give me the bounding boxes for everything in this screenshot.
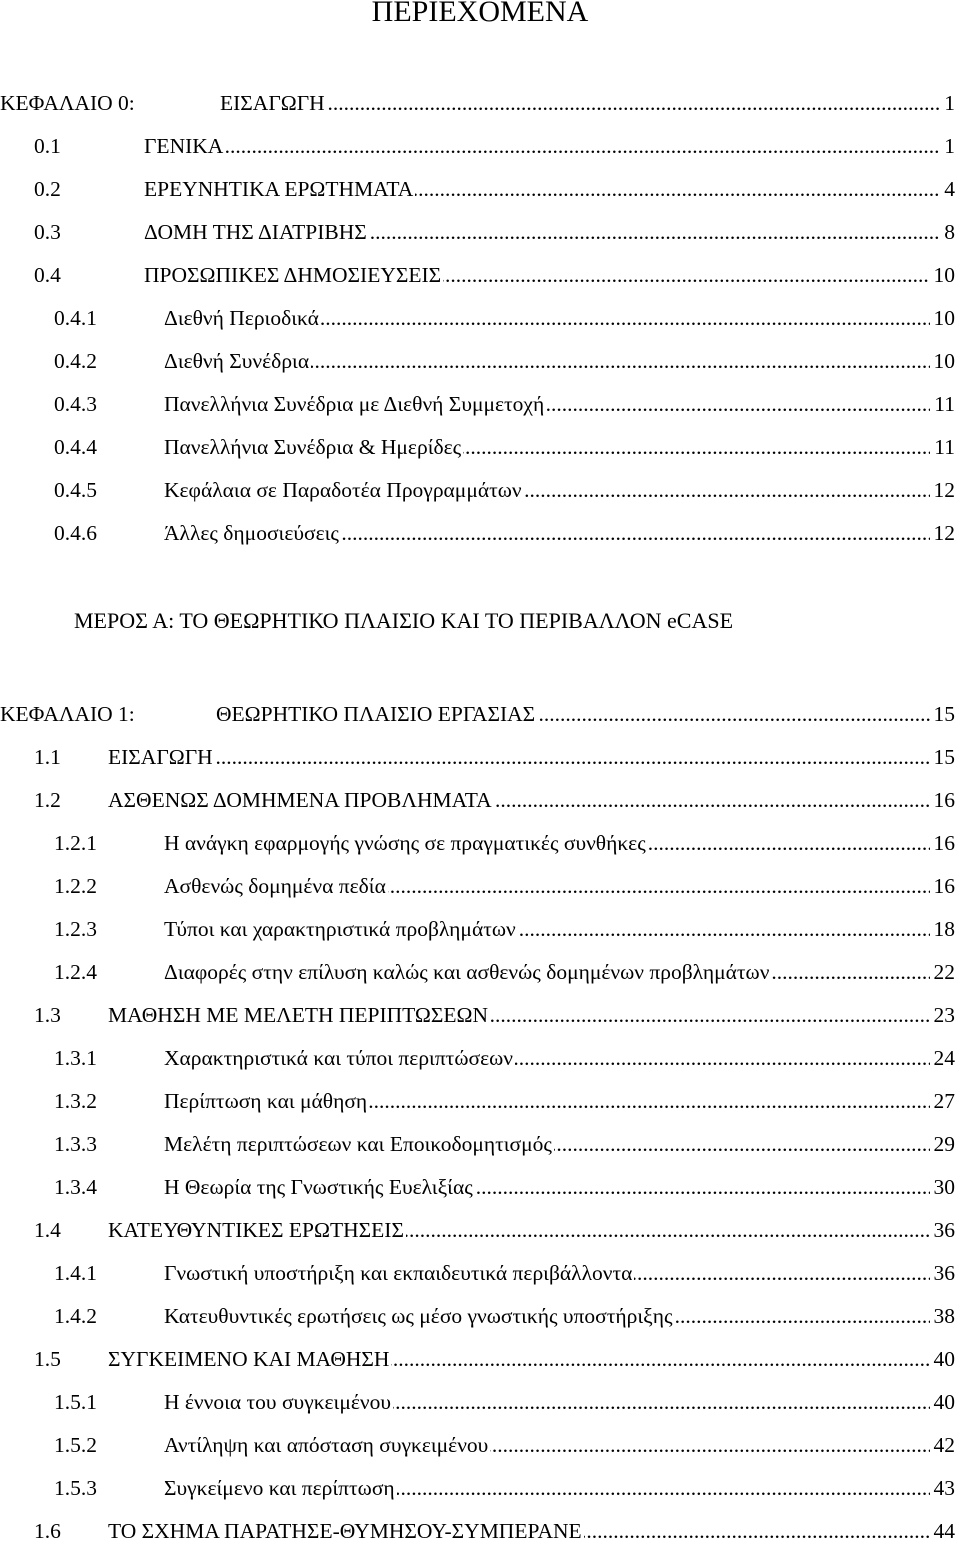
toc-entry-page: 11 xyxy=(930,389,955,419)
toc-entry-number: ΚΕΦΑΛΑΙΟ 0: xyxy=(0,91,135,115)
toc-entry-number: 1.2.2 xyxy=(54,874,97,898)
toc-entry-page: 27 xyxy=(930,1086,956,1116)
toc-entry-number: 1.3.1 xyxy=(54,1046,97,1070)
toc-entry[interactable] xyxy=(34,785,955,815)
toc-entry[interactable] xyxy=(34,1516,955,1546)
toc-entry-label: Μελέτη περιπτώσεων και Εποικοδομητισμός ..... xyxy=(164,1129,955,1159)
toc-entry-label: Περίπτωση και μάθηση ..... xyxy=(164,1086,955,1116)
toc-entry-number: 1.3.4 xyxy=(54,1175,97,1199)
toc-entry-page: 12 xyxy=(930,475,956,505)
toc-entry-page: 36 xyxy=(930,1215,956,1245)
toc-entry-page: 15 xyxy=(930,742,956,772)
toc-entry-number: 0.4.2 xyxy=(54,349,97,373)
toc-entry-number: 1.6 xyxy=(34,1519,61,1543)
toc-entry-number: 0.4.4 xyxy=(54,435,97,459)
toc-entry-page: 43 xyxy=(930,1473,956,1503)
toc-entry-label: Συγκείμενο και περίπτωση ..... xyxy=(164,1473,955,1503)
toc-entry[interactable] xyxy=(54,475,955,505)
toc-entry-number: 1.4 xyxy=(34,1218,61,1242)
toc-entry-page: 44 xyxy=(930,1516,956,1546)
toc-entry[interactable] xyxy=(54,1430,955,1460)
page-title: ΠΕΡΙΕΧΟΜΕΝΑ xyxy=(371,0,589,28)
toc-entry-number: 1.3.2 xyxy=(54,1089,97,1113)
toc-entry-page: 15 xyxy=(930,699,956,729)
toc-entry-label: ΘΕΩΡΗΤΙΚΟ ΠΛΑΙΣΙΟ ΕΡΓΑΣΙΑΣ ..... xyxy=(216,699,955,729)
toc-entry-page: 40 xyxy=(930,1344,956,1374)
toc-entry[interactable] xyxy=(34,260,955,290)
toc-entry-page: 1 xyxy=(940,131,955,161)
toc-entry-label: Χαρακτηριστικά και τύποι περιπτώσεων ..... xyxy=(164,1043,955,1073)
toc-entry-label: Διεθνή Συνέδρια ..... xyxy=(164,346,955,376)
toc-entry-label: ΔΟΜΗ ΤΗΣ ΔΙΑΤΡΙΒΗΣ ..... xyxy=(144,217,955,247)
toc-entry-page: 8 xyxy=(940,217,955,247)
toc-entry-label: Αντίληψη και απόσταση συγκειμένου ..... xyxy=(164,1430,955,1460)
toc-entry[interactable] xyxy=(34,174,955,204)
part-heading: ΜΕΡΟΣ Α: ΤΟ ΘΕΩΡΗΤΙΚΟ ΠΛΑΙΣΙΟ ΚΑΙ ΤΟ ΠΕΡΙΒΑΛΛΟΝ eCASE xyxy=(74,608,734,633)
toc-entry[interactable] xyxy=(34,1344,955,1374)
toc-entry[interactable] xyxy=(34,1215,955,1245)
toc-entry-page: 10 xyxy=(930,303,956,333)
toc-entry-label: Η ανάγκη εφαρμογής γνώσης σε πραγματικές συνθήκες ..... xyxy=(164,828,955,858)
toc-entry[interactable] xyxy=(54,389,955,419)
toc-entry-page: 42 xyxy=(930,1430,956,1460)
toc-entry[interactable] xyxy=(54,871,955,901)
toc-entry-number: 0.1 xyxy=(34,134,61,158)
toc-entry-label: Διεθνή Περιοδικά ..... xyxy=(164,303,955,333)
toc-entry-number: 1.2.3 xyxy=(54,917,97,941)
toc-entry[interactable] xyxy=(54,346,955,376)
toc-entry-label: Πανελλήνια Συνέδρια με Διεθνή Συμμετοχή ..... xyxy=(164,389,955,419)
toc-entry-label: Τύποι και χαρακτηριστικά προβλημάτων ..... xyxy=(164,914,955,944)
toc-entry-number: 0.4 xyxy=(34,263,61,287)
toc-entry-page: 10 xyxy=(930,346,956,376)
toc-entry-page: 18 xyxy=(930,914,956,944)
toc-entry-number: 1.3.3 xyxy=(54,1132,97,1156)
toc-entry[interactable] xyxy=(34,217,955,247)
toc-entry-label: ΕΙΣΑΓΩΓΗ ..... xyxy=(108,742,955,772)
toc-entry[interactable] xyxy=(34,1000,955,1030)
toc-entry-label: ΜΑΘΗΣΗ ΜΕ ΜΕΛΕΤΗ ΠΕΡΙΠΤΩΣΕΩΝ ..... xyxy=(108,1000,955,1030)
toc-entry-number: 1.5.3 xyxy=(54,1476,97,1500)
toc-entry-label: Κατευθυντικές ερωτήσεις ως μέσο γνωστικής υποστήριξης ..... xyxy=(164,1301,955,1331)
toc-entry-number: 1.4.1 xyxy=(54,1261,97,1285)
toc-entry[interactable] xyxy=(54,1258,955,1288)
toc-entry-page: 16 xyxy=(930,871,956,901)
toc-entry-label: ΠΡΟΣΩΠΙΚΕΣ ΔΗΜΟΣΙΕΥΣΕΙΣ ..... xyxy=(144,260,955,290)
toc-entry[interactable] xyxy=(34,742,955,772)
toc-entry-number: 1.2.4 xyxy=(54,960,97,984)
toc-entry-page: 29 xyxy=(930,1129,956,1159)
toc-entry[interactable] xyxy=(0,699,955,729)
toc-entry-page: 10 xyxy=(930,260,956,290)
toc-entry-number: 0.3 xyxy=(34,220,61,244)
toc-entry-number: 0.4.6 xyxy=(54,521,97,545)
toc-entry-label: Ασθενώς δομημένα πεδία ..... xyxy=(164,871,955,901)
toc-entry-number: 1.2.1 xyxy=(54,831,97,855)
toc-entry[interactable] xyxy=(0,88,955,118)
toc-entry[interactable] xyxy=(54,518,955,548)
toc-entry[interactable] xyxy=(54,1301,955,1331)
toc-entry-page: 24 xyxy=(930,1043,956,1073)
toc-entry[interactable] xyxy=(54,1086,955,1116)
toc-entry[interactable] xyxy=(54,1129,955,1159)
toc-entry-number: 1.4.2 xyxy=(54,1304,97,1328)
toc-entry-label: ΣΥΓΚΕΙΜΕΝΟ ΚΑΙ ΜΑΘΗΣΗ ..... xyxy=(108,1344,955,1374)
toc-entry[interactable] xyxy=(54,828,955,858)
toc-entry-number: 1.5.2 xyxy=(54,1433,97,1457)
toc-entry-label: ΚΑΤΕΥΘΥΝΤΙΚΕΣ ΕΡΩΤΗΣΕΙΣ ..... xyxy=(108,1215,955,1245)
toc-entry-number: 0.4.1 xyxy=(54,306,97,330)
toc-entry-label: ΕΙΣΑΓΩΓΗ ..... xyxy=(220,88,955,118)
toc-entry-page: 22 xyxy=(930,957,956,987)
toc-entry[interactable] xyxy=(54,914,955,944)
toc-entry-label: ΤΟ ΣΧΗΜΑ ΠΑΡΑΤΗΣΕ-ΘΥΜΗΣΟΥ-ΣΥΜΠΕΡΑΝΕ ..... xyxy=(108,1516,955,1546)
toc-entry-page: 12 xyxy=(930,518,956,548)
toc-entry-number: 1.2 xyxy=(34,788,61,812)
toc-entry-number: ΚΕΦΑΛΑΙΟ 1: xyxy=(0,702,135,726)
toc-entry-page: 16 xyxy=(930,828,956,858)
toc-entry-page: 40 xyxy=(930,1387,956,1417)
toc-entry-page: 11 xyxy=(930,432,955,462)
toc-entry-number: 1.5 xyxy=(34,1347,61,1371)
toc-entry-label: Κεφάλαια σε Παραδοτέα Προγραμμάτων ..... xyxy=(164,475,955,505)
toc-entry-number: 1.5.1 xyxy=(54,1390,97,1414)
toc-entry-page: 16 xyxy=(930,785,956,815)
toc-entry-number: 1.3 xyxy=(34,1003,61,1027)
toc-entry[interactable] xyxy=(54,1043,955,1073)
toc-entry[interactable] xyxy=(54,957,955,987)
toc-entry[interactable] xyxy=(34,131,955,161)
toc-entry[interactable] xyxy=(54,1172,955,1202)
toc-entry-label: Άλλες δημοσιεύσεις ..... xyxy=(164,518,955,548)
toc-entry-label: Πανελλήνια Συνέδρια & Ημερίδες ..... xyxy=(164,432,955,462)
toc-entry-number: 0.2 xyxy=(34,177,61,201)
toc-entry-label: ΓΕΝΙΚΑ ..... xyxy=(144,131,955,161)
toc-entry[interactable] xyxy=(54,1473,955,1503)
toc-entry-page: 38 xyxy=(930,1301,956,1331)
toc-entry-number: 0.4.3 xyxy=(54,392,97,416)
toc-entry-label: Η Θεωρία της Γνωστικής Ευελιξίας ..... xyxy=(164,1172,955,1202)
toc-entry-label: Διαφορές στην επίλυση καλώς και ασθενώς δομημένων προβλημάτων ..... xyxy=(164,957,955,987)
toc-entry[interactable] xyxy=(54,432,955,462)
toc-entry-page: 23 xyxy=(930,1000,956,1030)
toc-entry[interactable] xyxy=(54,303,955,333)
toc-entry-page: 1 xyxy=(940,88,955,118)
toc-entry-label: ΑΣΘΕΝΩΣ ΔΟΜΗΜΕΝΑ ΠΡΟΒΛΗΜΑΤΑ ..... xyxy=(108,785,955,815)
toc-entry[interactable] xyxy=(54,1387,955,1417)
toc-entry-number: 0.4.5 xyxy=(54,478,97,502)
toc-entry-page: 36 xyxy=(930,1258,956,1288)
toc-entry-label: ΕΡΕΥΝΗΤΙΚΑ ΕΡΩΤΗΜΑΤΑ ..... xyxy=(144,174,955,204)
toc-entry-number: 1.1 xyxy=(34,745,61,769)
toc-entry-label: Η έννοια του συγκειμένου ..... xyxy=(164,1387,955,1417)
toc-entry-label: Γνωστική υποστήριξη και εκπαιδευτικά περιβάλλοντα ..... xyxy=(164,1258,955,1288)
toc-entry-page: 30 xyxy=(930,1172,956,1202)
toc-entry-page: 4 xyxy=(940,174,955,204)
